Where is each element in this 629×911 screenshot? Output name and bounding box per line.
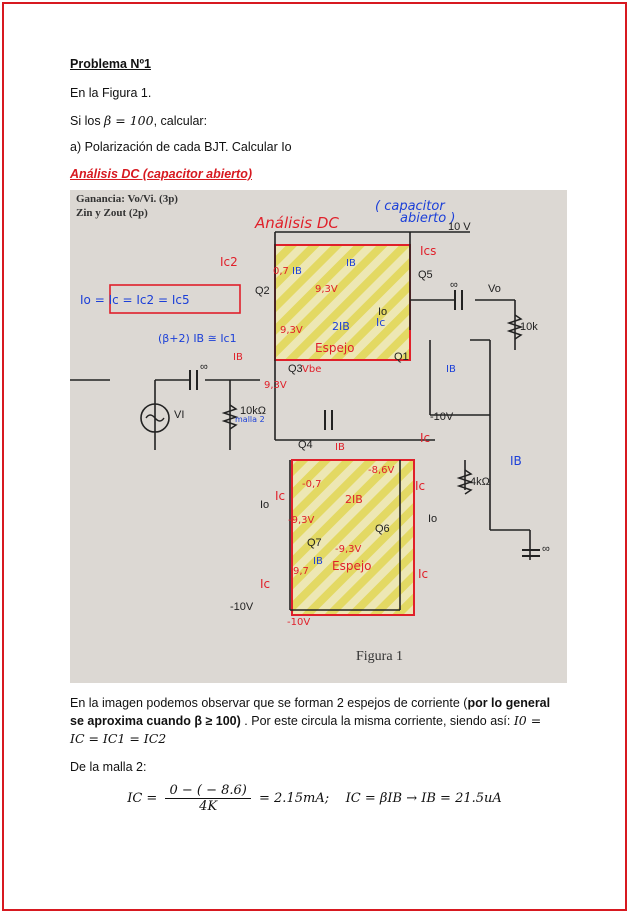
label-r4k: 4kΩ (470, 476, 490, 488)
ann-93a: 9,3V (315, 284, 338, 295)
circuit-figure-photo (70, 190, 567, 683)
figure-header-2: Zin y Zout (2p) (76, 207, 148, 219)
ann-vbe: Vbe (302, 364, 322, 375)
formula-fraction (165, 783, 250, 814)
label-neg10-b: -10V (230, 601, 254, 613)
label-q1: Q1 (394, 351, 409, 363)
formula-line (0, 783, 629, 814)
ann-ic-7: Ic (418, 567, 429, 581)
ann-07b: -0,7 (302, 479, 322, 490)
para-math: I0 = IC = IC1 = IC2 (70, 713, 542, 746)
ann-07a: 0,7 (273, 266, 289, 277)
label-r10ko: 10kΩ (240, 405, 266, 417)
ann-93d: -9,3V (288, 515, 315, 526)
label-r10k: 10k (520, 321, 538, 333)
problem-title: Problema Nº1 (70, 57, 151, 71)
ann-malla: malla 2 (235, 415, 265, 424)
annotation-sub-1: ( capacitor (375, 199, 445, 214)
formula-denominator: 4K (199, 799, 218, 814)
ann-boxed-formula: Io = Ic = Ic2 = Ic5 (80, 293, 190, 307)
ann-2ib-a: 2IB (332, 320, 350, 333)
intro-line: En la Figura 1. (70, 86, 152, 100)
label-cap-2: ∞ (450, 279, 458, 291)
ann-b2: (β+2) IB ≅ Ic1 (158, 332, 237, 345)
para-part-1: En la imagen podemos observar que se forman 2 espejos de corriente ( (70, 696, 468, 710)
ann-ics: Ics (420, 244, 437, 258)
annotation-sub-2: abierto ) (400, 211, 456, 226)
ann-espejo-1: Espejo (315, 341, 355, 355)
label-q3: Q3 (288, 363, 303, 375)
formula-rhs-2: IC = βIB → IB = 21.5uA (345, 791, 502, 806)
ann-93b: 9,3V (280, 325, 303, 336)
beta-post: , calcular: (153, 114, 208, 128)
figure-header-1: Ganancia: Vo/Vi. (3p) (76, 193, 178, 205)
ann-ib-1: IB (233, 352, 243, 363)
annotation-title: Análisis DC (255, 214, 339, 232)
ann-ic-5: Ic (415, 479, 426, 493)
beta-math: β = 100 (104, 113, 154, 128)
beta-pre: Si los (70, 114, 105, 128)
analysis-heading: Análisis DC (capacitor abierto) (70, 167, 252, 181)
question-a: a) Polarización de cada BJT. Calcular Io (70, 140, 292, 154)
label-cap-3: ∞ (542, 543, 550, 555)
para-bold: por lo general se aproxima cuando β ≥ 100) (70, 696, 551, 728)
formula-rhs-1: = 2.15mA; (259, 791, 330, 806)
label-q2: Q2 (255, 285, 270, 297)
label-io-2: Io (260, 499, 270, 511)
ann-86: -8,6V (368, 465, 395, 476)
ann-2ib-b: 2IB (345, 493, 363, 506)
ann-ic-blue: Ic (376, 316, 386, 329)
ann-ic-4: Ic (275, 489, 286, 503)
ann-93c: 9,3V (264, 380, 287, 391)
para-part-2: . Por este circula la misma corriente, siendo así: (240, 714, 514, 728)
ann-neg10-c: -10V (287, 617, 311, 628)
label-q5: Q5 (418, 269, 433, 281)
ann-ib-7: IB (313, 556, 323, 567)
label-q7: Q7 (307, 537, 322, 549)
ann-97: 9,7 (293, 566, 309, 577)
figure-caption: Figura 1 (356, 649, 404, 664)
ann-espejo-2: Espejo (332, 559, 372, 573)
label-neg10-a: -10V (430, 411, 454, 423)
formula-numerator: 0 − ( − 8.6) (165, 783, 250, 799)
label-vi: VI (174, 409, 185, 421)
ann-ic-6: Ic (260, 577, 271, 591)
label-io-1: Io (378, 306, 388, 318)
ann-ib-2: IB (335, 442, 345, 453)
formula-lhs: IC = (127, 791, 158, 806)
malla-label: De la malla 2: (70, 760, 147, 774)
label-cap-1: ∞ (200, 361, 208, 373)
ann-ic2: Ic2 (220, 255, 238, 269)
label-q4: Q4 (298, 439, 313, 451)
label-vo: Vo (488, 283, 501, 295)
label-q6: Q6 (375, 523, 390, 535)
label-io-3: Io (428, 513, 438, 525)
label-10v: 10 V (448, 221, 471, 233)
beta-line (70, 113, 207, 129)
ann-93e: -9,3V (335, 544, 362, 555)
explanation-paragraph (70, 695, 558, 748)
ann-ib-6: IB (510, 454, 522, 468)
ann-ic-3: Ic (420, 431, 431, 445)
ann-ib-5: IB (446, 364, 456, 375)
ann-ib-4: IB (346, 258, 356, 269)
ann-ib-3: IB (292, 266, 302, 277)
